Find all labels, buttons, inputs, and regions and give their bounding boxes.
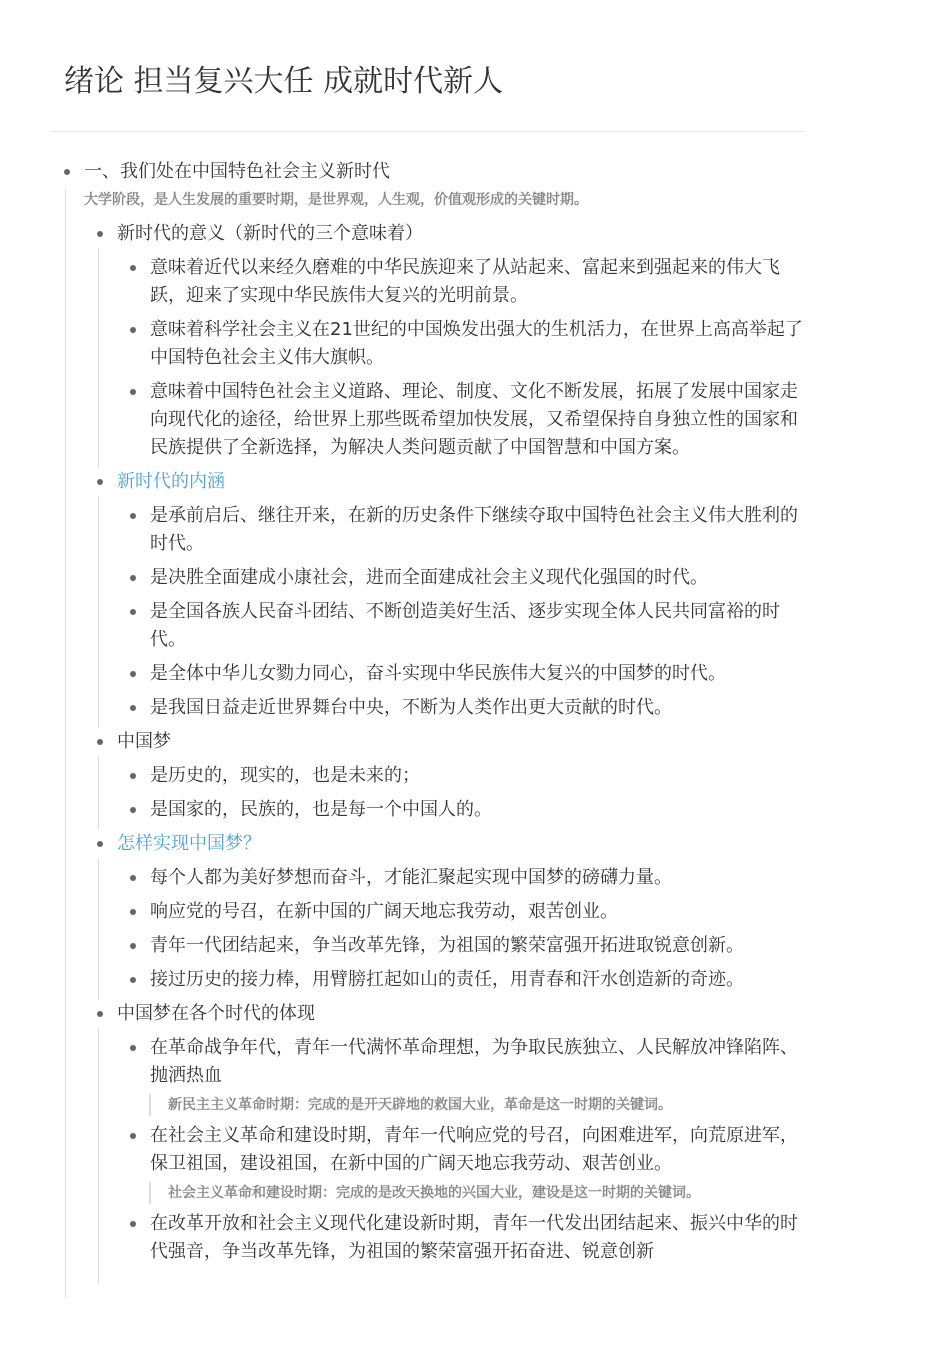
outline-root bbox=[52, 158, 805, 1298]
list-item[interactable] bbox=[118, 966, 805, 994]
section1-heading: 一、我们处在中国特色社会主义新时代 bbox=[84, 161, 390, 182]
list-item-text: 意味着中国特色社会主义道路、理论、制度、文化不断发展，拓展了发展中国家走向现代化的途径，给世界上那些既希望加快发展，又希望保持自身独立性的国家和民族提供了全新选择，为解决人类问题贡献了中国智慧和中国方案。 bbox=[150, 381, 798, 458]
list-item[interactable] bbox=[118, 316, 805, 372]
bullet-dot-icon bbox=[97, 479, 103, 485]
list-item-text: 是决胜全面建成小康社会，进而全面建成社会主义现代化强国的时代。 bbox=[150, 567, 708, 588]
bullet-dot-icon bbox=[130, 389, 136, 395]
significance-heading: 新时代的意义（新时代的三个意味着） bbox=[117, 223, 423, 244]
list-item[interactable] bbox=[118, 694, 805, 722]
outline-item-how-to-realize[interactable] bbox=[85, 830, 805, 1000]
bullet-dot-icon bbox=[130, 1133, 136, 1139]
bullet-dot-icon bbox=[130, 1045, 136, 1051]
bullet-dot-icon bbox=[130, 977, 136, 983]
outline-guide-line bbox=[98, 496, 99, 728]
outline-item-significance[interactable] bbox=[85, 220, 805, 468]
eras-heading: 中国梦在各个时代的体现 bbox=[117, 1003, 315, 1024]
outline-guide-line bbox=[65, 189, 66, 1298]
list-item-text: 在革命战争年代，青年一代满怀革命理想，为争取民族独立、人民解放冲锋陷阵、抛洒热血 bbox=[150, 1037, 798, 1086]
list-item[interactable] bbox=[118, 1122, 805, 1204]
section1-note: 大学阶段，是人生发展的重要时期，是世界观，人生观，价值观形成的关键时期。 bbox=[84, 192, 588, 208]
list-item-text: 是历史的，现实的，也是未来的； bbox=[150, 765, 420, 786]
outline-item-eras[interactable] bbox=[85, 1000, 805, 1284]
list-item-text: 在社会主义革命和建设时期，青年一代响应党的号召，向困难进军，向荒原进军，保卫祖国，建设祖国，在新中国的广阔天地忘我劳动、艰苦创业。 bbox=[150, 1125, 798, 1174]
how-to-realize-heading[interactable]: 怎样实现中国梦？ bbox=[117, 833, 261, 854]
outline-guide-line bbox=[98, 248, 99, 468]
outline-item-section1[interactable] bbox=[52, 158, 805, 1298]
document-page bbox=[52, 0, 805, 1298]
outline-item-connotation[interactable] bbox=[85, 468, 805, 728]
bullet-dot-icon bbox=[130, 807, 136, 813]
list-item-text: 每个人都为美好梦想而奋斗，才能汇聚起实现中国梦的磅礴力量。 bbox=[150, 867, 672, 888]
bullet-dot-icon bbox=[97, 1011, 103, 1017]
list-item-note: 新民主主义革命时期：完成的是开天辟地的救国大业，革命是这一时期的关键词。 bbox=[149, 1094, 805, 1116]
bullet-dot-icon bbox=[130, 943, 136, 949]
list-item[interactable] bbox=[118, 660, 805, 688]
bullet-dot-icon bbox=[130, 327, 136, 333]
connotation-children bbox=[85, 496, 805, 728]
list-item-note: 社会主义革命和建设时期：完成的是改天换地的兴国大业，建设是这一时期的关键词。 bbox=[149, 1182, 805, 1204]
significance-children bbox=[85, 248, 805, 468]
list-item[interactable] bbox=[118, 762, 805, 790]
bullet-dot-icon bbox=[64, 169, 70, 175]
list-item-text: 是国家的，民族的，也是每一个中国人的。 bbox=[150, 799, 492, 820]
bullet-dot-icon bbox=[130, 875, 136, 881]
bullet-dot-icon bbox=[97, 841, 103, 847]
list-item-text: 是全体中华儿女勠力同心，奋斗实现中华民族伟大复兴的中国梦的时代。 bbox=[150, 663, 726, 684]
list-item[interactable] bbox=[118, 898, 805, 926]
list-item-text: 青年一代团结起来，争当改革先锋，为祖国的繁荣富强开拓进取锐意创新。 bbox=[150, 935, 744, 956]
bullet-dot-icon bbox=[97, 739, 103, 745]
list-item[interactable] bbox=[118, 932, 805, 960]
list-item[interactable] bbox=[118, 864, 805, 892]
how-to-realize-children bbox=[85, 858, 805, 1000]
list-item[interactable] bbox=[118, 598, 805, 654]
china-dream-children bbox=[85, 756, 805, 830]
outline-guide-line bbox=[98, 1028, 99, 1284]
outline-item-china-dream[interactable] bbox=[85, 728, 805, 830]
bullet-dot-icon bbox=[130, 1221, 136, 1227]
list-item-text: 在改革开放和社会主义现代化建设新时期，青年一代发出团结起来、振兴中华的时代强音，争当改革先锋，为祖国的繁荣富强开拓奋进、锐意创新 bbox=[150, 1213, 798, 1262]
list-item[interactable] bbox=[118, 254, 805, 310]
list-item[interactable] bbox=[118, 564, 805, 592]
bullet-dot-icon bbox=[130, 513, 136, 519]
bullet-dot-icon bbox=[130, 265, 136, 271]
list-item-text: 响应党的号召，在新中国的广阔天地忘我劳动，艰苦创业。 bbox=[150, 901, 618, 922]
bullet-dot-icon bbox=[130, 705, 136, 711]
china-dream-heading: 中国梦 bbox=[117, 731, 171, 752]
outline-guide-line bbox=[98, 756, 99, 830]
list-item-text: 是承前启后、继往开来，在新的历史条件下继续夺取中国特色社会主义伟大胜利的时代。 bbox=[150, 505, 798, 554]
bullet-dot-icon bbox=[130, 909, 136, 915]
page-title: 绪论 担当复兴大任 成就时代新人 bbox=[64, 64, 504, 99]
bullet-dot-icon bbox=[130, 575, 136, 581]
section1-children bbox=[52, 189, 805, 1298]
list-item[interactable] bbox=[118, 378, 805, 462]
bullet-dot-icon bbox=[130, 773, 136, 779]
connotation-heading[interactable]: 新时代的内涵 bbox=[117, 471, 225, 492]
list-item[interactable] bbox=[118, 502, 805, 558]
list-item-text: 意味着近代以来经久磨难的中华民族迎来了从站起来、富起来到强起来的伟大飞跃，迎来了实现中华民族伟大复兴的光明前景。 bbox=[150, 257, 780, 306]
title-divider bbox=[52, 131, 805, 132]
outline-guide-line bbox=[98, 858, 99, 1000]
list-item[interactable] bbox=[118, 1210, 805, 1266]
list-item-text: 是全国各族人民奋斗团结、不断创造美好生活、逐步实现全体人民共同富裕的时代。 bbox=[150, 601, 780, 650]
list-item[interactable] bbox=[118, 796, 805, 824]
eras-children bbox=[85, 1028, 805, 1284]
bullet-dot-icon bbox=[130, 609, 136, 615]
list-item-text: 是我国日益走近世界舞台中央，不断为人类作出更大贡献的时代。 bbox=[150, 697, 672, 718]
list-item[interactable] bbox=[118, 1034, 805, 1116]
list-item-text: 意味着科学社会主义在21世纪的中国焕发出强大的生机活力，在世界上高高举起了中国特色社会主义伟大旗帜。 bbox=[150, 319, 803, 368]
list-item-text: 接过历史的接力棒，用臂膀扛起如山的责任，用青春和汗水创造新的奇迹。 bbox=[150, 969, 744, 990]
bullet-dot-icon bbox=[130, 671, 136, 677]
bullet-dot-icon bbox=[97, 231, 103, 237]
